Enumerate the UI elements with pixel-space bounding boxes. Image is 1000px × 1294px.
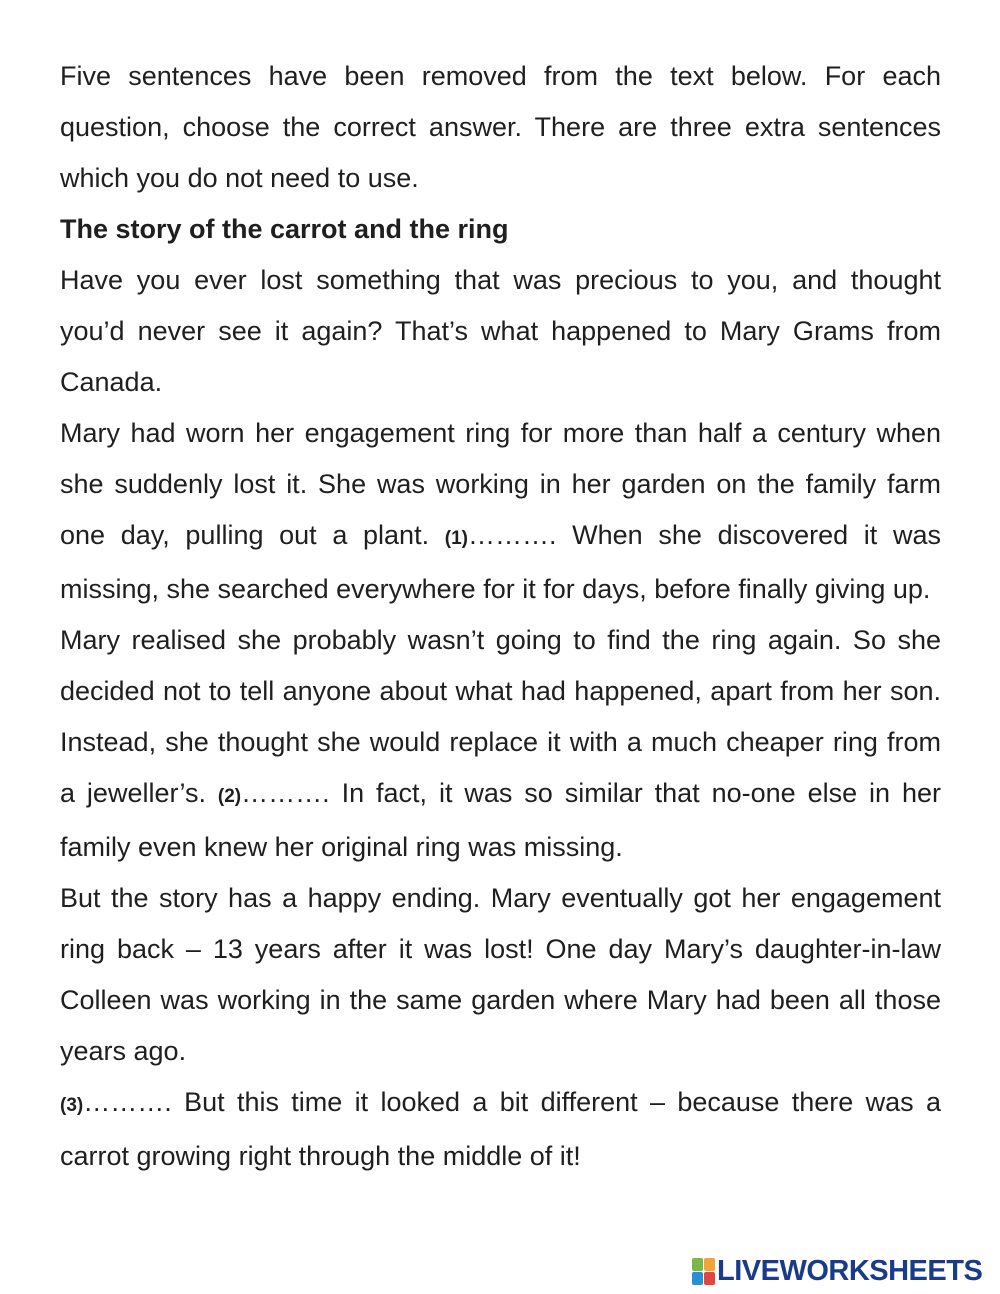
paragraph-3-text-before: Mary realised she probably wasn’t going to find the ring again. So she decided not to tell anyone about what had happened, apart from her son. Instead, she thought she would replace it with a much cheaper ring from a jeweller’s. xyxy=(60,625,941,808)
question-2-blank[interactable]: ………. xyxy=(241,778,330,808)
question-3-blank[interactable]: ………. xyxy=(83,1087,172,1117)
question-2-number: (2) xyxy=(217,786,242,807)
paragraph-2-text-after: When she discovered it was missing, she searched everywhere for it for days, before finally giving up. xyxy=(60,520,941,604)
worksheet-page xyxy=(60,51,941,1182)
paragraph-3 xyxy=(60,615,941,873)
paragraph-5 xyxy=(60,1077,941,1182)
paragraph-5-text-after: But this time it looked a bit different – because there was a carrot growing right through the middle of it! xyxy=(60,1087,941,1171)
paragraph-3-text-after: In fact, it was so similar that no-one else in her family even knew her original ring was missing. xyxy=(60,778,941,862)
paragraph-1: Have you ever lost something that was precious to you, and thought you’d never see it again? That’s what happened to Mary Grams from Canada. xyxy=(60,265,941,397)
instructions: Five sentences have been removed from the text below. For each question, choose the correct answer. There are three extra sentences which you do not need to use. xyxy=(60,61,941,193)
question-1-number: (1) xyxy=(444,528,468,549)
paragraph-2 xyxy=(60,408,941,615)
logo-tile xyxy=(704,1272,715,1285)
liveworksheets-logo-text: LIVEWORKSHEETS xyxy=(717,1254,983,1287)
liveworksheets-logo-icon xyxy=(692,1258,715,1285)
paragraph-2-text-before: Mary had worn her engagement ring for more than half a century when she suddenly lost it. She was working in her garden on the family farm one day, pulling out a plant. xyxy=(60,418,941,550)
story-title: The story of the carrot and the ring xyxy=(60,214,509,244)
liveworksheets-logo xyxy=(692,1256,982,1286)
logo-tile xyxy=(704,1258,715,1271)
logo-tile xyxy=(692,1272,703,1285)
question-3-number: (3) xyxy=(60,1095,84,1116)
paragraph-4: But the story has a happy ending. Mary eventually got her engagement ring back – 13 years after it was lost! One day Mary’s daughter-in-law Colleen was working in the same garden where Mary had been all those years ago. xyxy=(60,883,941,1066)
question-1-blank[interactable]: ………. xyxy=(467,520,557,550)
logo-tile xyxy=(692,1258,703,1271)
